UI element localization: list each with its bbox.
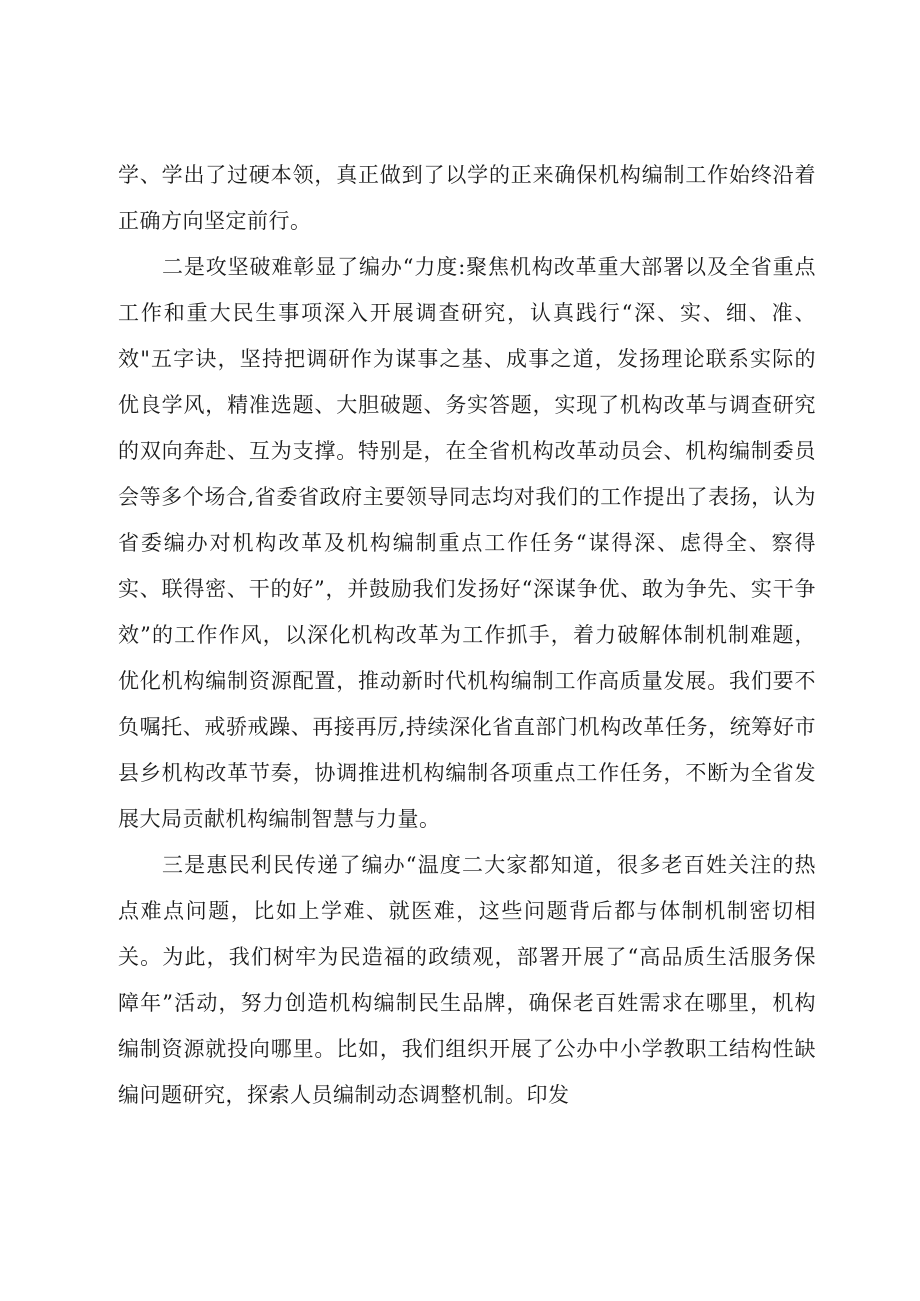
paragraph-2: 二是攻坚破难彰显了编办“力度:聚焦机构改革重大部署以及全省重点工作和重大民生事项深入开展调查研究，认真践行“深、实、细、准、效"五字诀，坚持把调研作为谋事之基、成事之道，发扬理论联系实际的优良学风，精准选题、大胆破题、务实答题，实现了机构改革与调查研究的双向奔赴、互为支撑。特别是，在全省机构改革动员会、机构编制委员会等多个场合,省委省政府主要领导同志均对我们的工作提出了表扬，认为省委编办对机构改革及机构编制重点工作任务“谋得深、虑得全、察得实、联得密、干的好”，并鼓励我们发扬好“深谋争优、敢为争先、实干争效”的工作作风，以深化机构改革为工作抓手，着力破解体制机制难题，优化机构编制资源配置，推动新时代机构编制工作高质量发展。我们要不负嘱托、戒骄戒躁、再接再厉,持续深化省直部门机构改革任务，统筹好市县乡机构改革节奏，协调推进机构编制各项重点工作任务，不断为全省发展大局贡献机构编制智慧与力量。	[118, 255, 816, 831]
paragraph-1: 学、学出了过硬本领，真正做到了以学的正来确保机构编制工作始终沿着正确方向坚定前行。	[118, 163, 816, 233]
paragraph-3: 三是惠民利民传递了编办“温度二大家都知道，很多老百姓关注的热点难点问题，比如上学难、就医难，这些问题背后都与体制机制密切相关。为此，我们树牢为民造福的政绩观，部署开展了“高品质生活服务保障年”活动，努力创造机构编制民生品牌，确保老百姓需求在哪里，机构编制资源就投向哪里。比如，我们组织开展了公办中小学教职工结构性缺编问题研究，探索人员编制动态调整机制。印发	[118, 853, 816, 1107]
body-text	[118, 152, 816, 1118]
